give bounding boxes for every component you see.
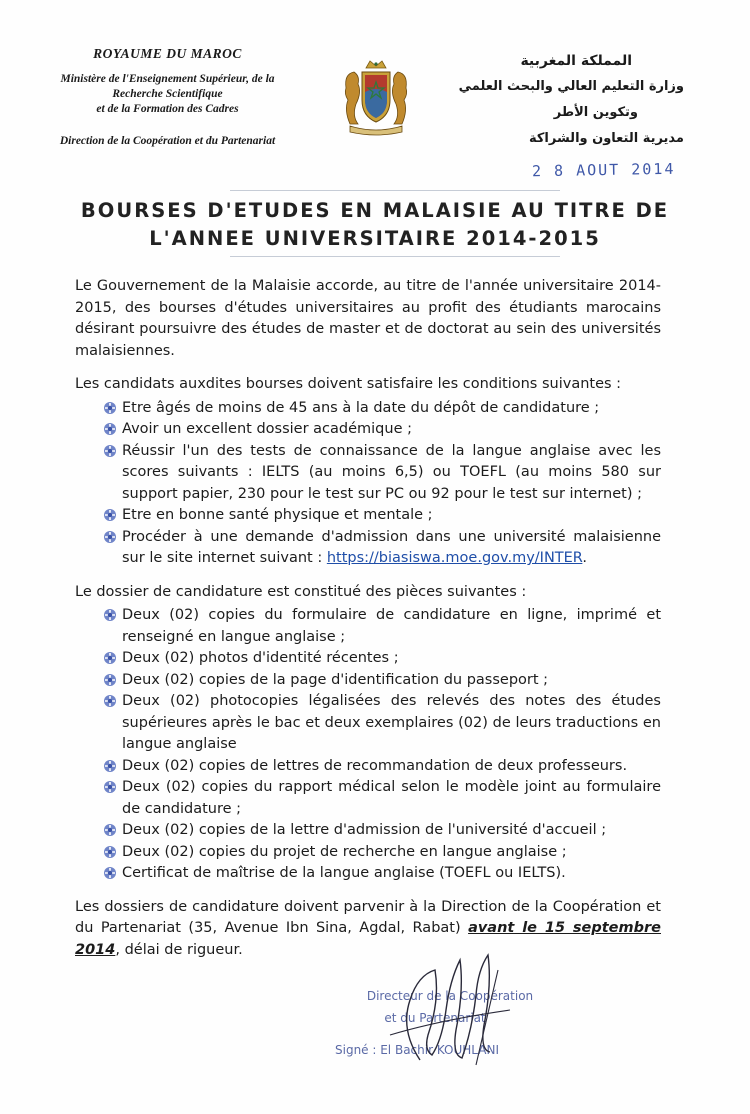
list-item: Etre en bonne santé physique et mentale ; [101, 505, 661, 527]
list-item: Deux (02) copies du projet de recherche en langue anglaise ; [101, 842, 661, 864]
bullet-icon [103, 422, 117, 436]
bullet-icon [103, 759, 117, 773]
direction-name-fr: Direction de la Coopération et du Partenariat [59, 135, 276, 147]
documents-list [75, 605, 661, 885]
direction-name-ar: مديرية التعاون والشراكة [528, 131, 684, 146]
document-body [75, 276, 661, 973]
signatory-title-line2: et du Partenariat [384, 1011, 486, 1025]
application-website-link[interactable]: https://biasiswa.moe.gov.my/INTER [326, 550, 583, 566]
header-right [444, 48, 684, 152]
title-rule-bottom [230, 256, 560, 257]
bullet-icon [103, 530, 117, 544]
bullet-icon [103, 694, 117, 708]
bullet-icon [103, 444, 117, 458]
bullet-icon [103, 823, 117, 837]
list-item: Deux (02) copies du rapport médical selon le modèle joint au formulaire de candidature ; [101, 777, 661, 820]
intro-paragraph: Le Gouvernement de la Malaisie accorde, au titre de l'année universitaire 2014-2015, des bourses d'études universitaires au profit des étudiants marocains désirant poursuivre des études de master et de doctorat au sein des universités malaisiennes. [75, 278, 661, 359]
header-left [20, 46, 315, 147]
document-title: BOURSES D'ETUDES EN MALAISIE AU TITRE DE L'ANNEE UNIVERSITAIRE 2014-2015 [80, 199, 670, 250]
date-stamp: 2 8 AOUT 2014 [531, 159, 676, 181]
list-item: Procéder à une demande d'admission dans une université malaisienne sur le site internet suivant : https://biasiswa.moe.gov.my/INTER. [101, 527, 661, 570]
deadline-date: avant le 15 septembre 2014 [75, 920, 661, 958]
list-item: Réussir l'un des tests de connaissance de la langue anglaise avec les scores suivants : IELTS (au moins 6,5) ou TOEFL (au moins 580 sur support papier, 230 pour le test sur PC ou 92 pour le test sur internet) ; [101, 441, 661, 506]
bullet-icon [103, 866, 117, 880]
bullet-icon [103, 780, 117, 794]
ministry-name-fr: Ministère de l'Enseignement Supérieur, de la Recherche Scientifique et de la Formation des Cadres [60, 73, 275, 115]
list-item: Deux (02) copies de la page d'identification du passeport ; [101, 670, 661, 692]
handwritten-signature [380, 940, 520, 1075]
bullet-icon [103, 651, 117, 665]
coat-of-arms-emblem [340, 58, 412, 138]
title-rule-top [230, 190, 560, 191]
list-item: Deux (02) copies du formulaire de candidature en ligne, imprimé et renseigné en langue anglaise ; [101, 605, 661, 648]
ministry-name-ar-line1: وزارة التعليم العالي والبحث العلمي [458, 79, 684, 94]
documents-intro: Le dossier de candidature est constitué des pièces suivantes : [75, 583, 527, 600]
list-item: Avoir un excellent dossier académique ; [101, 419, 661, 441]
list-item: Deux (02) photos d'identité récentes ; [101, 648, 661, 670]
kingdom-name-ar: المملكة المغربية [520, 53, 632, 69]
bullet-icon [103, 608, 117, 622]
bullet-icon [103, 508, 117, 522]
kingdom-name-fr: ROYAUME DU MAROC [93, 46, 242, 61]
bullet-icon [103, 673, 117, 687]
bullet-icon [103, 845, 117, 859]
closing-paragraph: Les dossiers de candidature doivent parvenir à la Direction de la Coopération et du Partenariat (35, Avenue Ibn Sina, Agdal, Rabat) avant le 15 septembre 2014, délai de rigueur. [75, 898, 661, 958]
list-item: Deux (02) photocopies légalisées des relevés des notes des études supérieures après le bac et deux exemplaires (02) de leurs traductions en langue anglaise [101, 691, 661, 756]
list-item: Deux (02) copies de la lettre d'admission de l'université d'accueil ; [101, 820, 661, 842]
list-item: Etre âgés de moins de 45 ans à la date du dépôt de candidature ; [101, 398, 661, 420]
list-item: Deux (02) copies de lettres de recommandation de deux professeurs. [101, 756, 661, 778]
signatory-name: Signé : El Bachir KOUHLANI [335, 1043, 499, 1057]
conditions-intro: Les candidats auxdites bourses doivent satisfaire les conditions suivantes : [75, 376, 622, 392]
bullet-icon [103, 401, 117, 415]
list-item: Certificat de maîtrise de la langue anglaise (TOEFL ou IELTS). [101, 863, 661, 885]
conditions-list [75, 398, 661, 570]
signatory-title-line1: Directeur de la Coopération [366, 989, 534, 1003]
ministry-name-ar-line2: وتكوين الأطر [553, 105, 638, 120]
